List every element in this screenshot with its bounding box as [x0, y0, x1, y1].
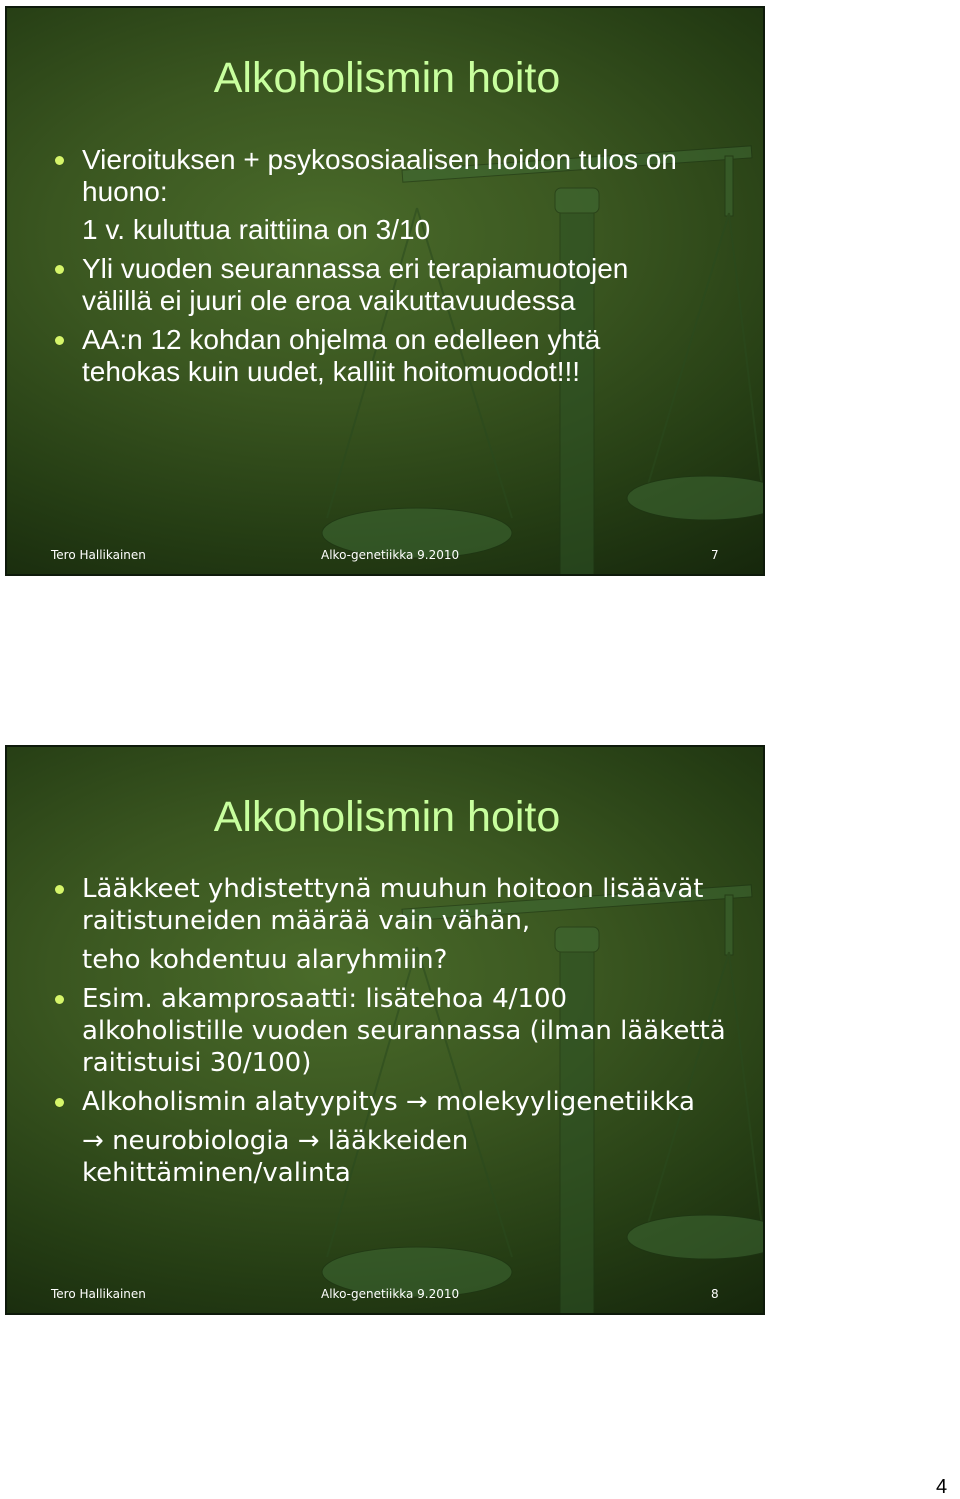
bullet-item: [55, 1086, 755, 1189]
bullet-item: [55, 324, 755, 388]
bullet-text: molekyyligenetiikka: [435, 1087, 695, 1117]
bullet-line: alkoholistille vuoden seurannassa (ilman lääkettä: [82, 1016, 726, 1046]
bullet-list: [55, 144, 755, 395]
bullet-dot-icon: [55, 885, 64, 894]
arrow-right-icon: →: [297, 1126, 320, 1156]
bullet-text: neurobiologia: [112, 1126, 290, 1156]
bullet-line: raitistuneiden määrää vain vähän,: [82, 906, 531, 936]
bullet-text: Alkoholismin alatyypitys: [82, 1087, 398, 1117]
bullet-line: välillä ei juuri ole eroa vaikuttavuudessa: [82, 285, 576, 316]
slide-title: Alkoholismin hoito: [213, 54, 561, 102]
footer-author: Tero Hallikainen: [51, 1287, 146, 1301]
bullet-item: [55, 983, 755, 1079]
bullet-line: [82, 1086, 755, 1118]
bullet-text: lääkkeiden: [327, 1126, 469, 1156]
footer-course: Alko-genetiikka 9.2010: [321, 548, 460, 562]
bullet-item: [55, 873, 755, 976]
slide-number: 8: [711, 1287, 719, 1301]
bullet-line: Lääkkeet yhdistettynä muuhun hoitoon lisäävät: [82, 874, 704, 904]
bullet-dot-icon: [55, 995, 64, 1004]
bullet-line: AA:n 12 kohdan ohjelma on edelleen yhtä: [82, 324, 601, 355]
page-number: 4: [936, 1476, 948, 1498]
bullet-line: Vieroituksen + psykososiaalisen hoidon tulos on: [82, 144, 677, 175]
slide-8: [5, 745, 765, 1315]
arrow-right-icon: →: [82, 1126, 104, 1156]
bullet-list: [55, 873, 755, 1196]
bullet-line: Esim. akamprosaatti: lisätehoa 4/100: [82, 984, 568, 1014]
footer-course: Alko-genetiikka 9.2010: [321, 1287, 460, 1301]
bullet-dot-icon: [55, 336, 64, 345]
bullet-dot-icon: [55, 156, 64, 165]
bullet-dot-icon: [55, 265, 64, 274]
bullet-line: Yli vuoden seurannassa eri terapiamuotojen: [82, 253, 629, 284]
slide-7: [5, 6, 765, 576]
slide-number: 7: [711, 548, 719, 562]
bullet-item: [55, 144, 755, 246]
bullet-line: tehokas kuin uudet, kalliit hoitomuodot!!!: [82, 356, 581, 387]
bullet-line: 1 v. kuluttua raittiina on 3/10: [82, 214, 431, 245]
bullet-line: huono:: [82, 176, 168, 207]
bullet-dot-icon: [55, 1098, 64, 1107]
arrow-right-icon: →: [405, 1087, 428, 1117]
slide-title: Alkoholismin hoito: [213, 793, 561, 841]
footer-author: Tero Hallikainen: [51, 548, 146, 562]
bullet-line: [82, 1125, 755, 1157]
bullet-item: [55, 253, 755, 317]
bullet-line: teho kohdentuu alaryhmiin?: [82, 945, 448, 975]
bullet-line: raitistuisi 30/100): [82, 1048, 312, 1078]
bullet-line: kehittäminen/valinta: [82, 1158, 351, 1188]
